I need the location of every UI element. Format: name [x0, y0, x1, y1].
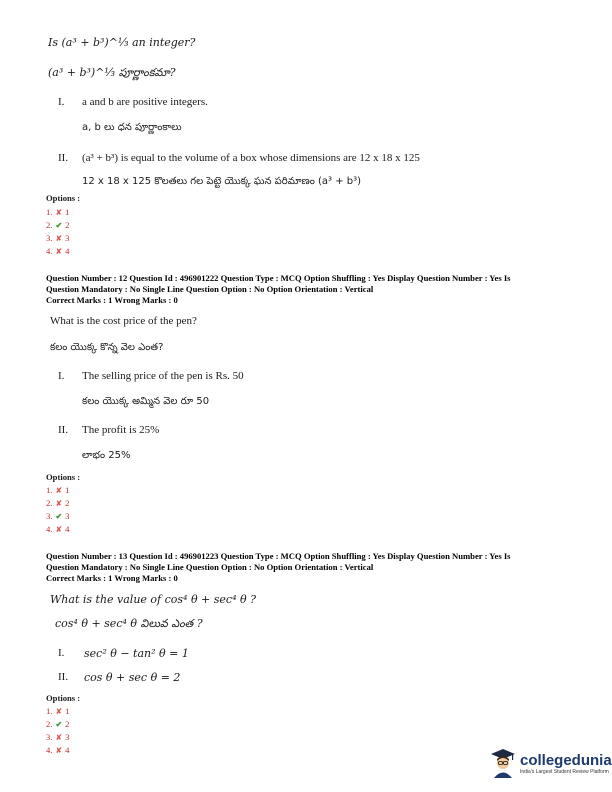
- q13-header-line1: Question Number : 13 Question Id : 496901223 Question Type : MCQ Option Shuffling : Yes Display Question Number : Yes Is: [46, 551, 511, 561]
- option-number: 2.: [46, 719, 53, 729]
- q12-s2-te: లాభం 25%: [82, 450, 131, 461]
- cross-icon: ✘: [55, 246, 63, 256]
- cross-icon: ✘: [55, 706, 63, 716]
- q12-options-label: Options :: [46, 472, 81, 482]
- q11-s1-en: a and b are positive integers.: [82, 96, 208, 108]
- check-icon: ✔: [55, 719, 63, 729]
- option-number: 4.: [46, 524, 53, 534]
- option-value: 2: [65, 719, 70, 729]
- q13-question-en: What is the value of cos⁴ θ + sec⁴ θ ?: [50, 593, 257, 606]
- q11-option-4: [46, 246, 69, 256]
- logo-tagline: India's Largest Student Review Platform: [520, 768, 609, 775]
- cross-icon: ✘: [55, 745, 63, 755]
- q11-question-en: Is (a³ + b³)^⅓ an integer?: [48, 36, 196, 49]
- option-number: 1.: [46, 207, 53, 217]
- cross-icon: ✘: [55, 498, 63, 508]
- q12-header-line1: Question Number : 12 Question Id : 496901222 Question Type : MCQ Option Shuffling : Yes Display Question Number : Yes Is: [46, 273, 511, 283]
- q13-option-4: [46, 745, 69, 755]
- q12-option-3: [46, 511, 69, 521]
- q13-question-te: cos⁴ θ + sec⁴ θ విలువ ఎంత ?: [55, 617, 203, 630]
- q11-options-label: Options :: [46, 193, 81, 203]
- q11-option-2: [46, 220, 69, 230]
- collegedunia-logo[interactable]: [490, 748, 612, 778]
- q12-s1-te: కలం యొక్క అమ్మిన వెల రూ 50: [82, 396, 210, 407]
- option-value: 4: [65, 246, 70, 256]
- option-number: 4.: [46, 246, 53, 256]
- option-value: 1: [65, 207, 70, 217]
- q13-s2-en: cos θ + sec θ = 2: [84, 671, 181, 684]
- q12-question-te: కలం యొక్క కొన్న వెల ఎంత?: [50, 342, 164, 353]
- q13-marks: Correct Marks : 1 Wrong Marks : 0: [46, 573, 178, 583]
- q11-s2-num: II.: [58, 152, 69, 164]
- option-value: 4: [65, 745, 70, 755]
- cross-icon: ✘: [55, 524, 63, 534]
- q13-option-2: [46, 719, 69, 729]
- q11-option-3: [46, 233, 69, 243]
- option-value: 3: [65, 511, 70, 521]
- q11-s1-num: I.: [58, 96, 65, 108]
- option-number: 3.: [46, 732, 53, 742]
- option-number: 1.: [46, 485, 53, 495]
- q12-s1-num: I.: [58, 370, 65, 382]
- q13-option-1: [46, 706, 69, 716]
- cross-icon: ✘: [55, 233, 63, 243]
- cross-icon: ✘: [55, 207, 63, 217]
- q12-header-line2: Question Mandatory : No Single Line Question Option : No Option Orientation : Vertical: [46, 284, 374, 294]
- option-value: 1: [65, 706, 70, 716]
- logo-brand: collegedunia: [520, 751, 612, 769]
- option-number: 3.: [46, 233, 53, 243]
- option-value: 3: [65, 233, 70, 243]
- q11-option-1: [46, 207, 69, 217]
- check-icon: ✔: [55, 511, 63, 521]
- q12-s2-num: II.: [58, 424, 69, 436]
- q13-s1-num: I.: [58, 647, 65, 659]
- option-number: 2.: [46, 220, 53, 230]
- q13-header-line2: Question Mandatory : No Single Line Question Option : No Option Orientation : Vertical: [46, 562, 374, 572]
- graduate-mascot-icon: [490, 748, 516, 778]
- option-value: 3: [65, 732, 70, 742]
- option-number: 4.: [46, 745, 53, 755]
- q12-option-4: [46, 524, 69, 534]
- q11-s2-en: (a³ + b³) is equal to the volume of a box whose dimensions are 12 x 18 x 125: [82, 152, 420, 164]
- q12-option-1: [46, 485, 69, 495]
- option-value: 1: [65, 485, 70, 495]
- option-value: 2: [65, 498, 70, 508]
- q12-question-en: What is the cost price of the pen?: [50, 315, 197, 327]
- cross-icon: ✘: [55, 732, 63, 742]
- option-value: 4: [65, 524, 70, 534]
- option-number: 2.: [46, 498, 53, 508]
- q12-s1-en: The selling price of the pen is Rs. 50: [82, 370, 244, 382]
- cross-icon: ✘: [55, 485, 63, 495]
- q13-s1-en: sec² θ − tan² θ = 1: [84, 647, 189, 660]
- q12-marks: Correct Marks : 1 Wrong Marks : 0: [46, 295, 178, 305]
- q13-s2-num: II.: [58, 671, 69, 683]
- q11-question-te: (a³ + b³)^⅓ పూర్ణాంకమా?: [48, 66, 176, 79]
- q11-s1-te: a, b లు ధన పూర్ణాంకాలు: [82, 122, 182, 133]
- q11-s2-te: 12 x 18 x 125 కొలతలు గల పెట్టె యొక్క ఘన పరిమాణం (a³ + b³): [82, 176, 362, 187]
- option-value: 2: [65, 220, 70, 230]
- q13-options-label: Options :: [46, 693, 81, 703]
- option-number: 3.: [46, 511, 53, 521]
- q13-option-3: [46, 732, 69, 742]
- option-number: 1.: [46, 706, 53, 716]
- check-icon: ✔: [55, 220, 63, 230]
- q12-s2-en: The profit is 25%: [82, 424, 160, 436]
- q12-option-2: [46, 498, 69, 508]
